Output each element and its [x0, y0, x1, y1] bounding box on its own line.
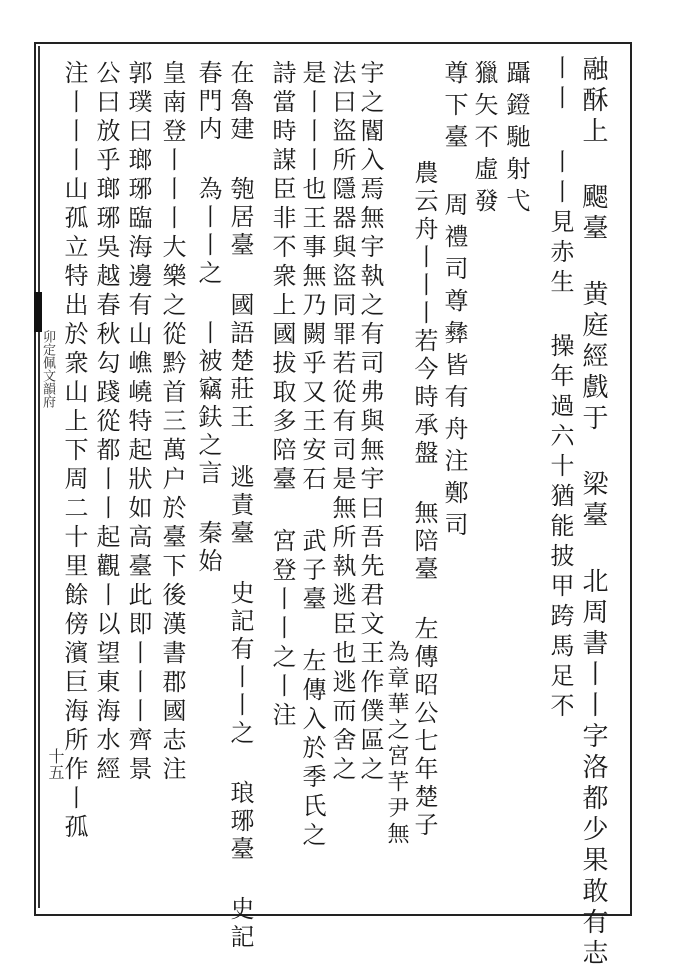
text-column-5: 尊下臺 周禮司尊彝皆有舟注鄭司: [440, 60, 468, 544]
text-column-4: 獵矢不虛發: [470, 60, 498, 220]
text-column-8: 宇之閽入焉無宇執之有司弗與無宇曰吾先君文王作僕區之: [356, 60, 384, 785]
text-column-10: 是丨丨丨也王事無乃闕乎又王安石 武子臺 左傳入於季氏之: [298, 60, 326, 851]
inner-rule: [38, 46, 40, 908]
text-column-1: 融酥上 颸臺 黄庭經戲于 梁臺 北周書丨丨字洛都少果敢有志: [578, 55, 608, 970]
text-column-7: 為章華之宮芊尹無: [384, 640, 409, 848]
text-column-13: 春門内 為丨丨之 丨被竊鈇之言 秦始: [194, 60, 222, 576]
margin-label: 卯定佩文韻府: [40, 330, 55, 408]
text-column-12: 在魯建 匏居臺 國語楚莊王 逃責臺 史記有丨丨之 琅琊臺 史記: [226, 60, 254, 952]
page-number: 十五: [46, 748, 65, 780]
text-column-16: 公曰放乎瑯琊吳越春秋勾踐從都丨丨起觀丨以望東海水經: [92, 60, 120, 785]
text-column-14: 皇南登丨丨丨大樂之從黔首三萬户於臺下後漢書郡國志注: [158, 60, 186, 785]
text-column-3: 躡鐙馳射弋: [502, 60, 530, 220]
text-column-11: 詩當時謀臣非不衆上國拔取多陪臺 宮登丨丨之丨注: [268, 60, 296, 731]
gutter-bar: [34, 292, 42, 332]
text-column-2: 丨丨 丨丨見赤生 操年過六十猶能披甲跨馬足不: [546, 55, 574, 723]
text-column-9: 法曰盜所隱器與盜同罪若從有司是無所執逃臣也逃而舍之: [328, 60, 356, 785]
text-column-6: 農云舟丨丨丨若今時承盤 無陪臺 左傳昭公七年楚子: [410, 160, 438, 840]
text-column-15: 郭璞曰瑯琊臨海邊有山嶕嶢特起狀如高臺此即丨丨丨齊景: [124, 60, 152, 785]
text-column-17: 注丨丨丨山孤立特出於衆山上下周二十里餘傍濱巨海所作丨孤: [60, 60, 88, 843]
